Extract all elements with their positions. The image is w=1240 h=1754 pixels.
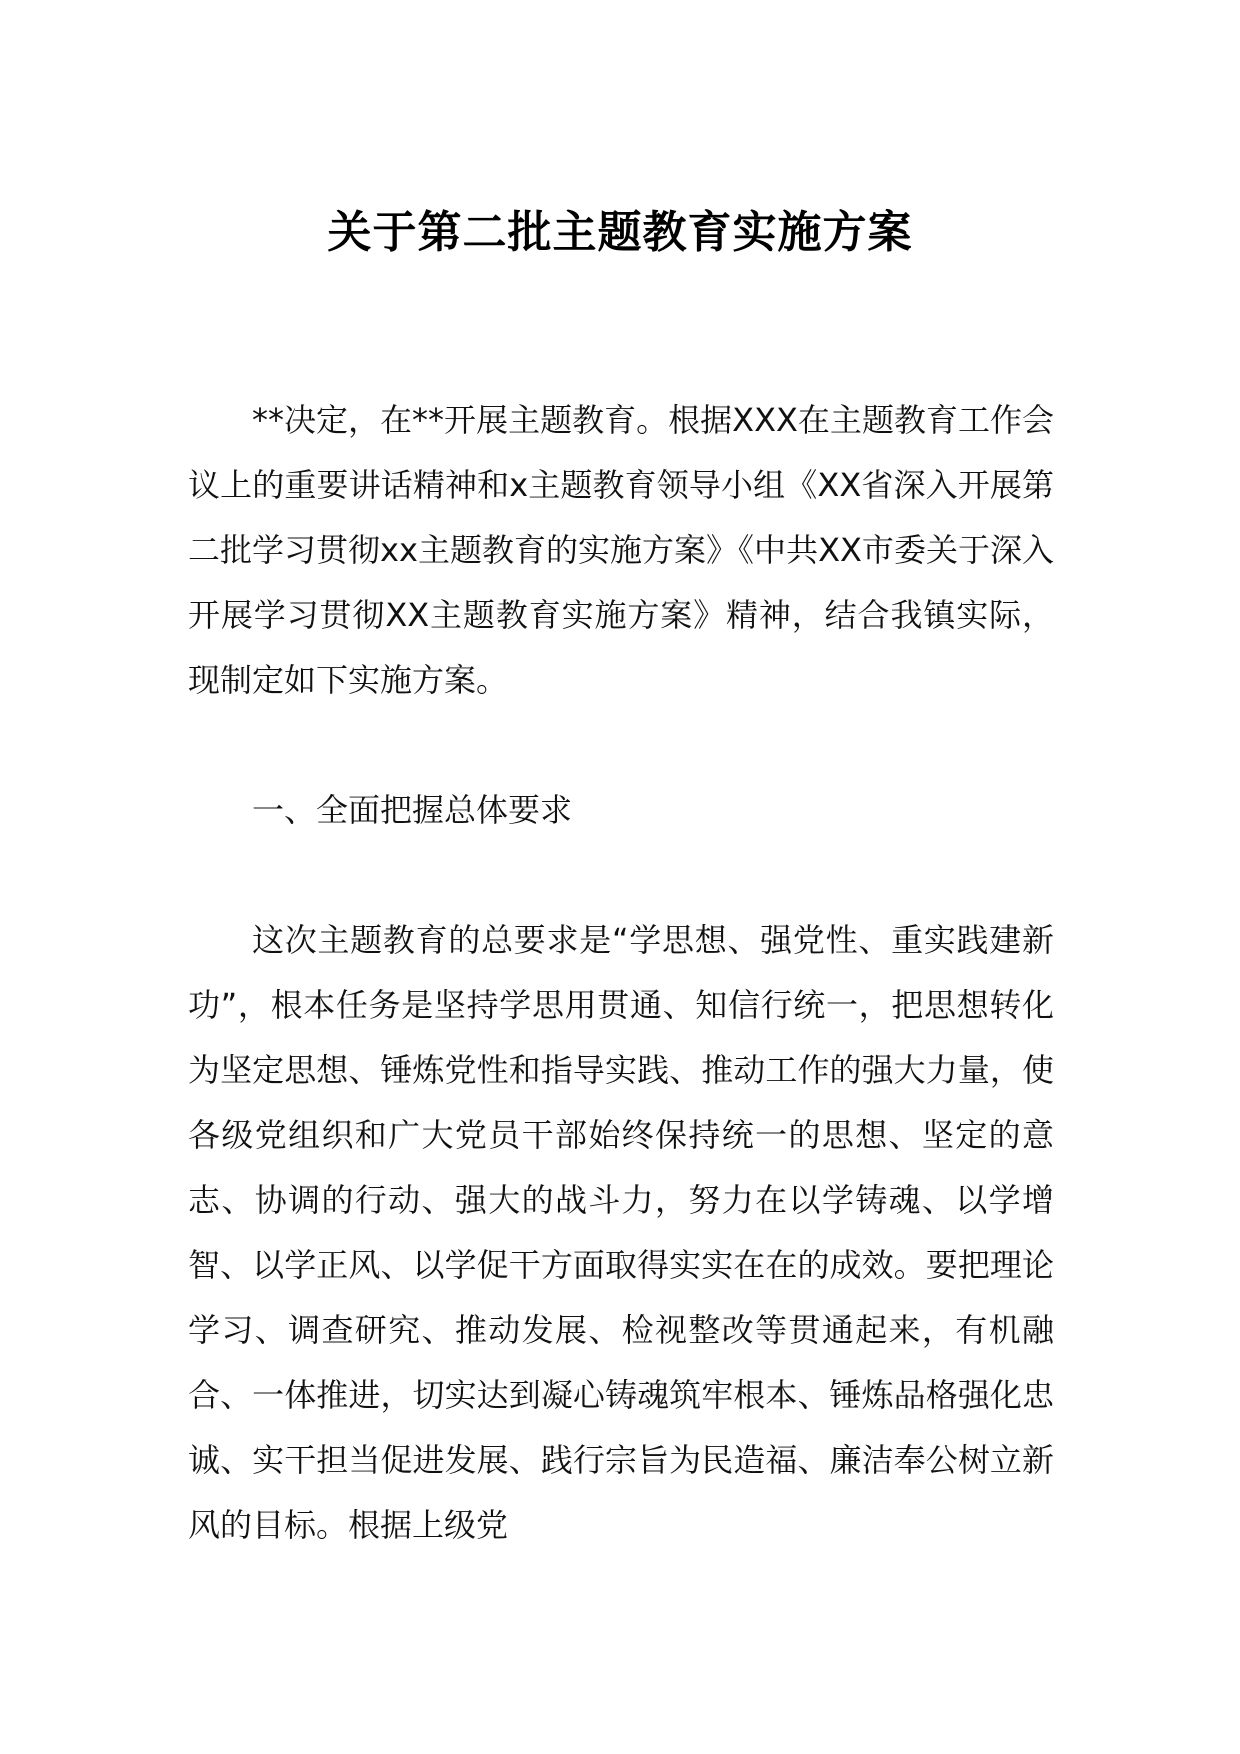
document-body [188, 388, 1054, 1558]
section-heading-1: 一、全面把握总体要求 [252, 791, 573, 829]
intro-paragraph: **决定，在**开展主题教育。根据XXX在主题教育工作会议上的重要讲话精神和x主题教育领导小组《XX省深入开展第二批学习贯彻xx主题教育的实施方案》《中共XX市委关于深入开展学习贯彻XX主题教育实施方案》精神，结合我镇实际，现制定如下实施方案。 [188, 401, 1054, 699]
section-1-paragraph: 这次主题教育的总要求是“学思想、强党性、重实践建新功”，根本任务是坚持学思用贯通、知信行统一，把思想转化为坚定思想、锤炼党性和指导实践、推动工作的强大力量，使各级党组织和广大党员干部始终保持统一的思想、坚定的意志、协调的行动、强大的战斗力，努力在以学铸魂、以学增智、以学正风、以学促干方面取得实实在在的成效。要把理论学习、调查研究、推动发展、检视整改等贯通起来，有机融合、一体推进，切实达到凝心铸魂筑牢根本、锤炼品格强化忠诚、实干担当促进发展、践行宗旨为民造福、廉洁奉公树立新风的目标。根据上级党 [188, 921, 1054, 1544]
document-title: 关于第二批主题教育实施方案 [327, 207, 913, 258]
